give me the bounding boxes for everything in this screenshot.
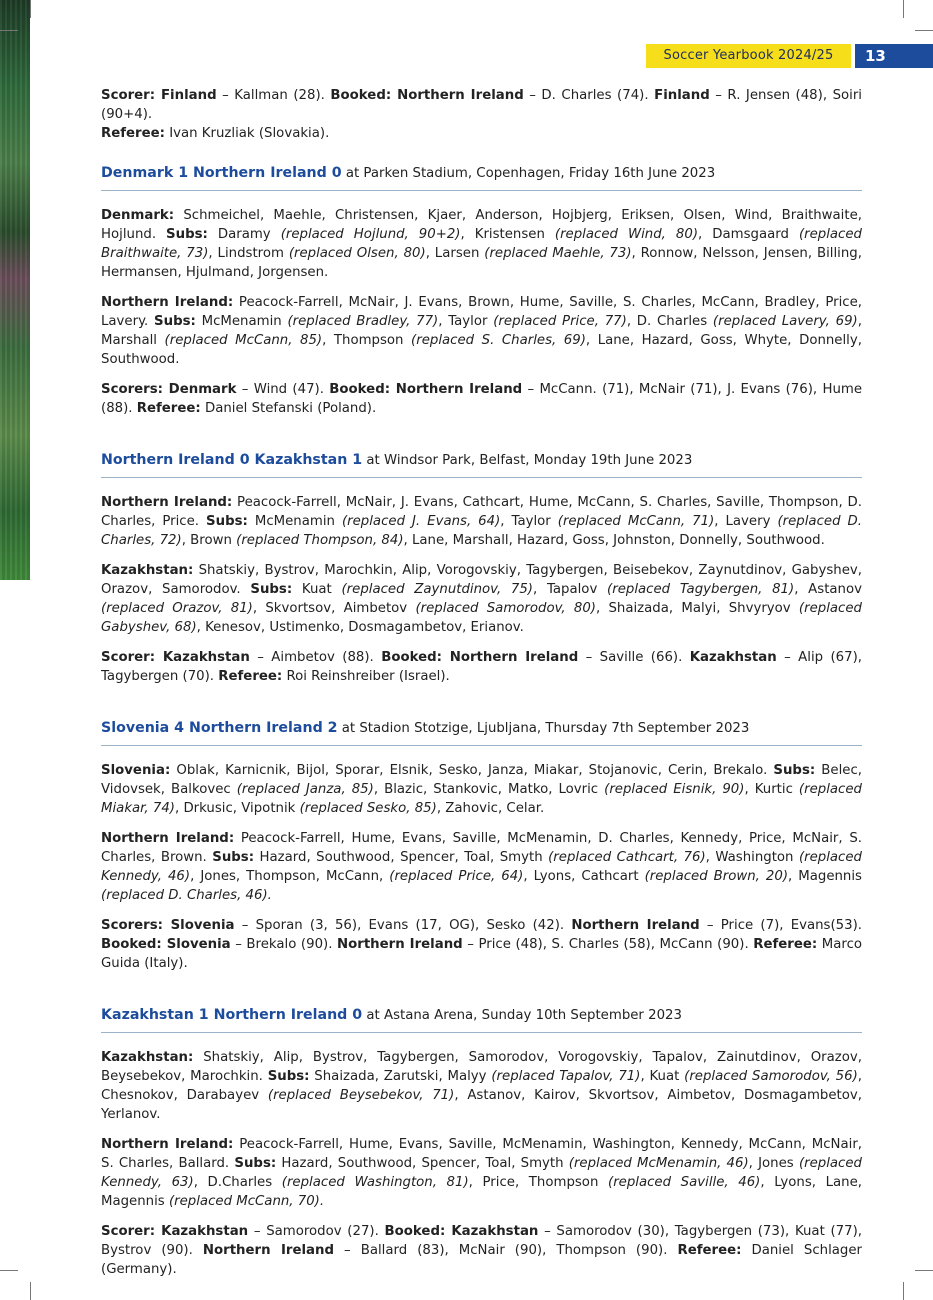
team-lineup (101, 1048, 862, 1124)
match-heading (101, 718, 862, 746)
substitution-note: (replaced Janza, 85) (236, 782, 374, 797)
bold-label: Subs: (206, 514, 248, 529)
page-body (101, 86, 862, 1290)
text-run: – Price (48), S. Charles (58), McCann (90). (462, 937, 754, 952)
text-run: – Ballard (83), McNair (90), Thompson (90). (334, 1243, 678, 1258)
substitution-note: (replaced Kennedy, 63) (101, 1156, 862, 1190)
crop-mark (0, 1270, 18, 1271)
text-run: – R. Jensen (48), Soiri (90+4). (101, 88, 862, 122)
side-photo-strip (0, 0, 30, 580)
text-run: , Lane, Hazard, Goss, Whyte, Donnelly, Southwood. (101, 333, 862, 367)
bold-label: Subs: (267, 1069, 310, 1084)
text-run: – Alip (67), Tagybergen (70). (101, 650, 863, 684)
text-run: – McCann. (71), McNair (71), J. Evans (76), Hume (88). (101, 382, 863, 416)
text-run: , Magennis (788, 869, 862, 884)
match-score: Northern Ireland 0 Kazakhstan 1 (101, 452, 363, 468)
text-run: – Brekalo (90). (230, 937, 337, 952)
bold-label: Booked: Northern Ireland (330, 88, 524, 103)
text-run: Shaizada, Zarutski, Malyy (309, 1069, 492, 1084)
text-run: – Samorodov (30), Tagybergen (73), Kuat (77), Bystrov (90). (101, 1224, 863, 1258)
bold-label: Scorer: Kazakhstan (101, 1224, 249, 1239)
text-run: – Samorodov (27). (248, 1224, 385, 1239)
text-run: , Kuat (640, 1069, 685, 1084)
rich-line (101, 88, 862, 122)
text-run: , Lyons, Cathcart (523, 869, 645, 884)
substitution-note: (replaced Hojlund, 90+2) (280, 227, 461, 242)
bold-label: Kazakhstan: (101, 563, 194, 578)
substitution-note: (replaced Brown, 20) (644, 869, 789, 884)
bold-label: Subs: (212, 850, 255, 865)
substitution-note: (replaced S. Charles, 69) (411, 333, 586, 348)
match-venue: at Parken Stadium, Copenhagen, Friday 16th June 2023 (341, 166, 716, 181)
bold-label: Booked: Slovenia (101, 937, 231, 952)
bold-label: Kazakhstan: (101, 1050, 194, 1065)
text-run: Schmeichel, Maehle, Christensen, Kjaer, Anderson, Hojbjerg, Eriksen, Olsen, Wind, Braithwaite, Hojlund. (101, 208, 862, 242)
bold-label: Subs: (773, 763, 816, 778)
match-heading (101, 450, 862, 478)
text-run: Kuat (292, 582, 342, 597)
text-run: Oblak, Karnicnik, Bijol, Sporar, Elsnik, Sesko, Janza, Miakar, Stojanovic, Cerin, Brekalo. (170, 763, 774, 778)
team-lineup (101, 206, 862, 282)
bold-label: Finland (654, 88, 710, 103)
bold-label: Scorers: Denmark (101, 382, 237, 397)
substitution-note: (replaced J. Evans, 64) (341, 514, 501, 529)
substitution-note: (replaced Price, 64) (389, 869, 524, 884)
text-run: Peacock-Farrell, Hume, Evans, Saville, McMenamin, Washington, Kennedy, McCann, McNair, S. Charles, Ballard. (101, 1137, 863, 1171)
text-run: Marco Guida (Italy). (101, 937, 863, 971)
match-heading (101, 1005, 862, 1033)
previous-match-summary (101, 86, 862, 143)
substitution-note: (replaced D. Charles, 46). (101, 888, 272, 903)
bold-label: Scorers: Slovenia (101, 918, 235, 933)
text-run: , Brown (181, 533, 237, 548)
crop-mark (903, 1282, 904, 1300)
substitution-note: (replaced Tagybergen, 81) (607, 582, 795, 597)
text-run: , Zahovic, Celar. (436, 801, 545, 816)
bold-label: Referee: (136, 401, 201, 416)
bold-label: Referee: (218, 669, 283, 684)
crop-mark (903, 0, 904, 18)
text-run: Peacock-Farrell, McNair, J. Evans, Brown, Hume, Saville, S. Charles, McCann, Bradley, Price, Lavery. (101, 295, 862, 329)
bold-label: Subs: (154, 314, 196, 329)
substitution-note: (replaced Saville, 46) (608, 1175, 761, 1190)
match-venue: at Stadion Stotzige, Ljubljana, Thursday 7th September 2023 (337, 721, 750, 736)
crop-mark (30, 0, 31, 18)
bold-label: Booked: Northern Ireland (329, 382, 523, 397)
match-score: Kazakhstan 1 Northern Ireland 0 (101, 1007, 363, 1023)
text-run: , Ronnow, Nelsson, Jensen, Billing, Hermansen, Hjulmand, Jorgensen. (101, 246, 862, 280)
substitution-note: (replaced Eisnik, 90) (604, 782, 745, 797)
substitution-note: (replaced Cathcart, 76) (548, 850, 706, 865)
text-run: , Skvortsov, Aimbetov (252, 601, 416, 616)
substitution-note: (replaced Kennedy, 46) (101, 850, 862, 884)
bold-label: Northern Ireland: (101, 295, 234, 310)
substitution-note: (replaced McCann, 70). (168, 1194, 325, 1209)
text-run: , D. Charles (626, 314, 713, 329)
team-lineup (101, 561, 862, 637)
text-run: , Larsen (425, 246, 485, 261)
bold-label: Northern Ireland (202, 1243, 335, 1258)
substitution-note: (replaced Bradley, 77) (287, 314, 439, 329)
text-run: – Saville (66). (578, 650, 690, 665)
text-run: , Damsgaard (698, 227, 799, 242)
match-heading (101, 163, 862, 191)
text-run: , Kurtic (744, 782, 799, 797)
text-run: Hazard, Southwood, Spencer, Toal, Smyth (254, 850, 549, 865)
substitution-note: (replaced McMenamin, 46) (568, 1156, 749, 1171)
text-run: – Aimbetov (88). (249, 650, 382, 665)
match-reports (101, 163, 862, 1279)
text-run: , Marshall (101, 314, 862, 348)
text-run: Peacock-Farrell, McNair, J. Evans, Cathcart, Hume, McCann, S. Charles, Saville, Thompson, D. Charles, Price. (101, 495, 862, 529)
substitution-note: (replaced Lavery, 69) (712, 314, 858, 329)
text-run: , Thompson (322, 333, 412, 348)
bold-label: Northern Ireland: (101, 495, 233, 510)
text-run: , Jones, Thompson, McCann, (190, 869, 390, 884)
text-run: Shatskiy, Alip, Bystrov, Tagybergen, Samorodov, Vorogovskiy, Tapalov, Zainutdinov, Orazov, Beysebekov, Marochkin. (101, 1050, 862, 1084)
text-run: Daramy (207, 227, 281, 242)
text-run: – Wind (47). (236, 382, 330, 397)
bold-label: Northern Ireland: (101, 831, 235, 846)
crop-mark (30, 1282, 31, 1300)
text-run: – Price (7), Evans(53). (699, 918, 862, 933)
bold-label: Referee: (101, 126, 165, 141)
bold-label: Referee: (753, 937, 818, 952)
match-summary (101, 916, 862, 973)
bold-label: Kazakhstan (689, 650, 777, 665)
page-number: 13 (855, 44, 933, 68)
text-run: Roi Reinshreiber (Israel). (282, 669, 450, 684)
substitution-note: (replaced McCann, 71) (557, 514, 715, 529)
text-run: , Kenesov, Ustimenko, Dosmagambetov, Erianov. (196, 620, 524, 635)
match-score: Denmark 1 Northern Ireland 0 (101, 165, 342, 181)
text-run: – Kallman (28). (216, 88, 331, 103)
substitution-note: (replaced Maehle, 73) (484, 246, 632, 261)
substitution-note: (replaced Price, 77) (493, 314, 627, 329)
substitution-note: (replaced Thompson, 84) (236, 533, 404, 548)
team-lineup (101, 493, 862, 550)
substitution-note: (replaced Orazov, 81) (101, 601, 253, 616)
text-run: , Astanov (794, 582, 862, 597)
substitution-note: (replaced Olsen, 80) (288, 246, 426, 261)
text-run: , Taylor (438, 314, 494, 329)
substitution-note: (replaced Washington, 81) (281, 1175, 469, 1190)
substitution-note: (replaced Miakar, 74) (101, 782, 862, 816)
text-run: McMenamin (195, 314, 288, 329)
substitution-note: (replaced Wind, 80) (554, 227, 699, 242)
substitution-note: (replaced Tapalov, 71) (491, 1069, 641, 1084)
text-run: , Taylor (500, 514, 558, 529)
bold-label: Northern Ireland: (101, 1137, 234, 1152)
substitution-note: (replaced Samorodov, 80) (415, 601, 596, 616)
text-run: – D. Charles (74). (523, 88, 655, 103)
substitution-note: (replaced Zaynutdinov, 75) (341, 582, 533, 597)
text-run: , Shaizada, Malyi, Shvyryov (595, 601, 799, 616)
running-header: Soccer Yearbook 2024/25 (646, 44, 851, 68)
team-lineup (101, 761, 862, 818)
text-run: Shatskiy, Bystrov, Marochkin, Alip, Vorogovskiy, Tagybergen, Beisebekov, Zaynutdinov, Gabyshev, Orazov, Samorodov. (101, 563, 862, 597)
bold-label: Booked: Northern Ireland (381, 650, 579, 665)
substitution-note: (replaced Sesko, 85) (299, 801, 437, 816)
text-run: , Price, Thompson (468, 1175, 608, 1190)
substitution-note: (replaced Beysebekov, 71) (267, 1088, 455, 1103)
text-run: Daniel Schlager (Germany). (101, 1243, 862, 1277)
text-run: McMenamin (247, 514, 342, 529)
bold-label: Subs: (250, 582, 293, 597)
bold-label: Subs: (234, 1156, 277, 1171)
bold-label: Slovenia: (101, 763, 171, 778)
text-run: , Blazic, Stankovic, Matko, Lovric (373, 782, 605, 797)
text-run: , Kristensen (460, 227, 555, 242)
text-run: Belec, Vidovsek, Balkovec (101, 763, 862, 797)
text-run: , Chesnokov, Darabayev (101, 1069, 863, 1103)
bold-label: Referee: (677, 1243, 742, 1258)
crop-mark (915, 30, 933, 31)
match-venue: at Astana Arena, Sunday 10th September 2023 (362, 1008, 682, 1023)
text-run: Ivan Kruzliak (Slovakia). (164, 126, 330, 141)
text-run: Daniel Stefanski (Poland). (200, 401, 377, 416)
match-venue: at Windsor Park, Belfast, Monday 19th June 2023 (362, 453, 693, 468)
bold-label: Subs: (166, 227, 208, 242)
text-run: , Tapalov (533, 582, 608, 597)
text-run: , Jones (748, 1156, 799, 1171)
substitution-note: (replaced Gabyshev, 68) (101, 601, 862, 635)
text-run: Peacock-Farrell, Hume, Evans, Saville, McMenamin, D. Charles, Kennedy, Price, McNair, S. Charles, Brown. (101, 831, 862, 865)
match-summary (101, 648, 862, 686)
team-lineup (101, 293, 862, 369)
substitution-note: (replaced Braithwaite, 73) (101, 227, 862, 261)
team-lineup (101, 1135, 862, 1211)
rich-line (101, 126, 329, 141)
bold-label: Scorer: Kazakhstan (101, 650, 250, 665)
match-summary (101, 380, 862, 418)
text-run: , Lindstrom (208, 246, 289, 261)
text-run: , Lane, Marshall, Hazard, Goss, Johnston, Donnelly, Southwood. (403, 533, 825, 548)
text-run: , Astanov, Kairov, Skvortsov, Aimbetov, Dosmagambetov, Yerlanov. (101, 1088, 862, 1122)
bold-label: Northern Ireland (337, 937, 463, 952)
substitution-note: (replaced D. Charles, 72) (101, 514, 862, 548)
bold-label: Scorer: Finland (101, 88, 217, 103)
text-run: , Lavery (714, 514, 778, 529)
match-summary (101, 1222, 862, 1279)
crop-mark (915, 1270, 933, 1271)
match-score: Slovenia 4 Northern Ireland 2 (101, 720, 338, 736)
crop-mark (0, 30, 18, 31)
bold-label: Denmark: (101, 208, 175, 223)
text-run: , Drkusic, Vipotnik (174, 801, 300, 816)
text-run: Hazard, Southwood, Spencer, Toal, Smyth (276, 1156, 569, 1171)
text-run: – Sporan (3, 56), Evans (17, OG), Sesko (42). (234, 918, 572, 933)
bold-label: Northern Ireland (571, 918, 700, 933)
team-lineup (101, 829, 862, 905)
substitution-note: (replaced Samorodov, 56) (684, 1069, 858, 1084)
text-run: , Lyons, Lane, Magennis (101, 1175, 862, 1209)
text-run: , D.Charles (193, 1175, 282, 1190)
substitution-note: (replaced McCann, 85) (164, 333, 323, 348)
text-run: , Washington (705, 850, 799, 865)
bold-label: Booked: Kazakhstan (384, 1224, 539, 1239)
